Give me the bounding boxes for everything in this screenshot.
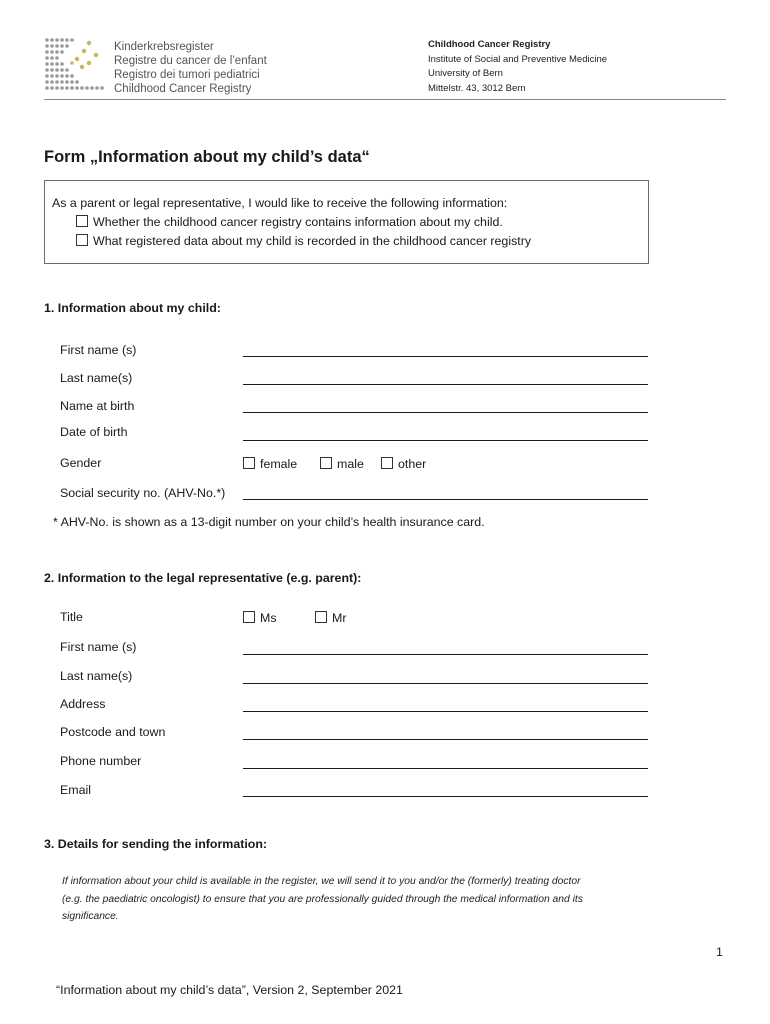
title-option-mr[interactable]	[315, 611, 346, 625]
section-3-heading: 3. Details for sending the information:	[44, 837, 268, 851]
registry-logo-icon	[44, 37, 104, 97]
logo-line-en: Childhood Cancer Registry	[114, 83, 252, 95]
rep-postcode-label: Postcode and town	[60, 725, 166, 739]
logo-line-it: Registro dei tumori pediatrici	[114, 69, 260, 81]
request-box	[44, 180, 649, 264]
logo-wordmark	[114, 40, 267, 96]
child-dob-field[interactable]	[243, 427, 648, 441]
request-intro: As a parent or legal representative, I would like to receive the following information:	[52, 196, 508, 210]
institute-name: Institute of Social and Preventive Medicine	[428, 53, 608, 65]
rep-title-label: Title	[60, 610, 83, 624]
rep-first-name-label: First name (s)	[60, 640, 137, 654]
org-name: Childhood Cancer Registry	[428, 39, 551, 50]
checkbox-ms[interactable]	[243, 611, 255, 623]
checkbox-other[interactable]	[381, 457, 393, 469]
rep-postcode-field[interactable]	[243, 726, 648, 740]
form-title: Form „Information about my child’s data“	[44, 148, 370, 166]
checkbox-female[interactable]	[243, 457, 255, 469]
child-birth-name-label: Name at birth	[60, 399, 135, 413]
checkbox-mr[interactable]	[315, 611, 327, 623]
section-3-text: If information about your child is available in the register, we will send it to you and/or the (formerly) treating doctor (e.g. the paediatric oncologist) to ensure that you are professionally guided through the medical information and its significance.	[62, 876, 583, 922]
rep-first-name-field[interactable]	[243, 641, 648, 655]
child-first-name-field[interactable]	[243, 343, 648, 357]
section-2-heading: 2. Information to the legal representative (e.g. parent):	[44, 571, 362, 585]
child-last-name-field[interactable]	[243, 371, 648, 385]
request-option-what[interactable]	[76, 234, 531, 248]
ahv-footnote: * AHV-No. is shown as a 13-digit number on your child’s health insurance card.	[53, 515, 485, 529]
gender-option-other[interactable]	[381, 457, 426, 471]
gender-female-label: female	[260, 457, 298, 471]
child-first-name-label: First name (s)	[60, 343, 137, 357]
title-option-ms[interactable]	[243, 611, 277, 625]
checkbox-what-data[interactable]	[76, 234, 88, 246]
title-mr-label: Mr	[332, 611, 347, 625]
gender-male-label: male	[337, 457, 364, 471]
page-number: 1	[716, 945, 723, 959]
gender-option-female[interactable]	[243, 457, 297, 471]
checkbox-male[interactable]	[320, 457, 332, 469]
child-last-name-label: Last name(s)	[60, 371, 133, 385]
rep-email-field[interactable]	[243, 783, 648, 797]
child-birth-name-field[interactable]	[243, 399, 648, 413]
rep-phone-label: Phone number	[60, 754, 142, 768]
child-ssn-field[interactable]	[243, 486, 648, 500]
logo-line-fr: Registre du cancer de l’enfant	[114, 55, 267, 67]
checkbox-whether-contains[interactable]	[76, 215, 88, 227]
rep-address-field[interactable]	[243, 698, 648, 712]
rep-phone-field[interactable]	[243, 755, 648, 769]
rep-last-name-label: Last name(s)	[60, 669, 133, 683]
request-option-whether[interactable]	[76, 215, 503, 229]
header-address-block	[428, 38, 607, 96]
title-ms-label: Ms	[260, 611, 277, 625]
request-option-label: What registered data about my child is recorded in the childhood cancer registry	[93, 234, 532, 248]
postal-address: Mittelstr. 43, 3012 Bern	[428, 82, 526, 94]
child-gender-label: Gender	[60, 456, 102, 470]
child-dob-label: Date of birth	[60, 425, 128, 439]
request-option-label: Whether the childhood cancer registry contains information about my child.	[93, 215, 503, 229]
section-1-heading: 1. Information about my child:	[44, 301, 221, 315]
logo-line-de: Kinderkrebsregister	[114, 41, 214, 53]
rep-last-name-field[interactable]	[243, 670, 648, 684]
footer-version: “Information about my child’s data”, Version 2, September 2021	[56, 983, 403, 997]
university-name: University of Bern	[428, 68, 503, 79]
gender-other-label: other	[398, 457, 427, 471]
header-divider	[44, 99, 726, 100]
child-ssn-label: Social security no. (AHV-No.*)	[60, 486, 226, 500]
rep-email-label: Email	[60, 783, 91, 797]
gender-option-male[interactable]	[320, 457, 364, 471]
rep-address-label: Address	[60, 697, 106, 711]
